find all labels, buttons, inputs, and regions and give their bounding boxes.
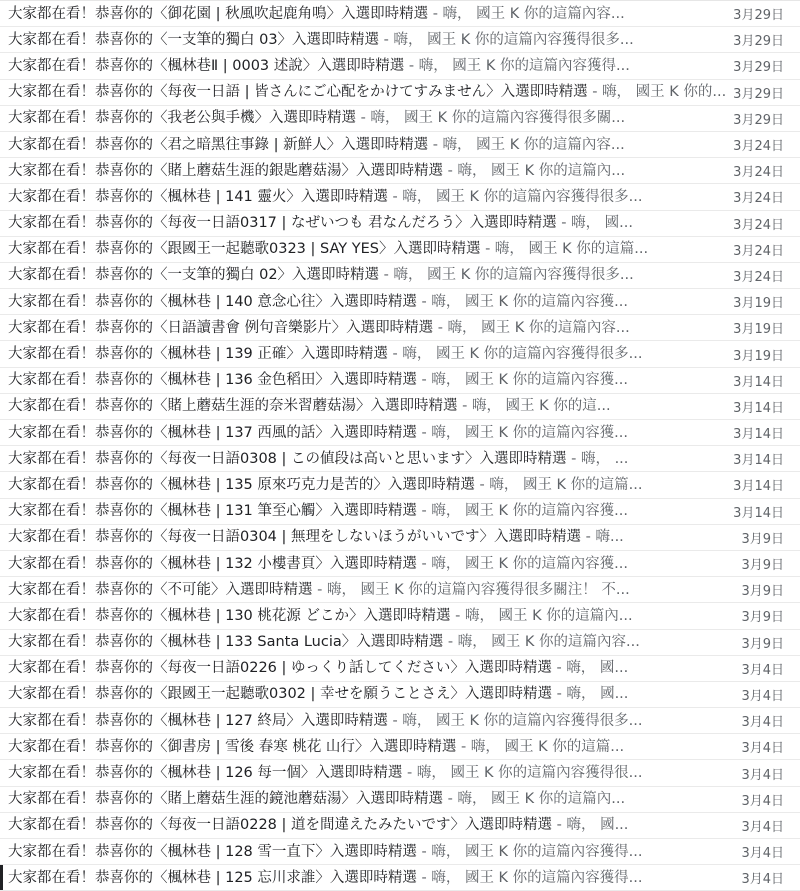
- mail-date: 3月19日: [733, 348, 784, 364]
- mail-line: [8, 812, 704, 838]
- mail-line: [8, 262, 704, 288]
- mail-separator: -: [428, 136, 443, 153]
- mail-line: [8, 1, 704, 27]
- mail-subject: 大家都在看！恭喜你的〈每夜一日語 | 皆さんにご心配をかけてすみません〉入選即時精選: [8, 84, 588, 101]
- mail-subject: 大家都在看！恭喜你的〈楓林巷 | 140 意念心往〉入選即時精選: [8, 293, 417, 310]
- mail-separator: -: [587, 84, 603, 101]
- mail-separator: -: [379, 31, 394, 48]
- mail-date: 3月4日: [741, 793, 784, 809]
- mail-subject: 大家都在看！恭喜你的〈日語讀書會 例句音樂影片〉入選即時精選: [8, 319, 434, 336]
- mail-separator: -: [474, 476, 490, 493]
- mail-subject: 大家都在看！恭喜你的〈每夜一日語0226 | ゆっくり話してください〉入選即時精選: [8, 660, 552, 677]
- mail-subject: 大家都在看！恭喜你的〈賭上蘑菇生涯的鏡池蘑菇湯〉入選即時精選: [8, 791, 443, 808]
- mail-date: 3月4日: [741, 662, 784, 678]
- mail-snippet: 嗨， 國...: [566, 686, 629, 703]
- mail-snippet: 嗨， 國王 K 你的這篇內容獲...: [431, 424, 629, 441]
- mail-subject: 大家都在看！恭喜你的〈楓林巷 | 125 忘川求誰〉入選即時精選: [8, 869, 417, 886]
- mail-line: [8, 341, 704, 367]
- mail-separator: -: [556, 215, 572, 232]
- mail-snippet: 嗨， 國王 K 你的這篇內...: [457, 791, 626, 808]
- mail-snippet: 嗨， 國...: [566, 817, 629, 834]
- mail-subject: 大家都在看！恭喜你的〈楓林巷 | 139 正確〉入選即時精選: [8, 346, 388, 363]
- mail-snippet: 嗨， 國...: [566, 660, 629, 677]
- mail-line: [8, 158, 704, 184]
- mail-date: 3月19日: [733, 296, 784, 312]
- mail-separator: -: [402, 765, 417, 782]
- mail-subject: 大家都在看！恭喜你的〈楓林巷 | 135 原來巧克力是苦的〉入選即時精選: [8, 476, 475, 493]
- mail-subject: 大家都在看！恭喜你的〈楓林巷 | 136 金色稻田〉入選即時精選: [8, 372, 417, 389]
- mail-line: [8, 105, 704, 131]
- mail-separator: -: [387, 188, 403, 205]
- mail-row[interactable]: [0, 603, 800, 629]
- mail-date: 3月24日: [733, 269, 784, 285]
- mail-separator: -: [404, 57, 419, 74]
- mail-separator: -: [428, 5, 443, 22]
- mail-subject: 大家都在看！恭喜你的〈御花園 | 秋風吹起鹿角鳴〉入選即時精選: [8, 5, 429, 22]
- mail-date: 3月14日: [733, 427, 784, 443]
- mail-row[interactable]: [0, 734, 800, 760]
- mail-subject: 大家都在看！恭喜你的〈楓林巷 | 141 靈火〉入選即時精選: [8, 188, 388, 205]
- mail-line: [8, 27, 704, 53]
- mail-subject: 大家都在看！恭喜你的〈每夜一日語0228 | 道を間違えたみたいです〉入選即時精選: [8, 817, 553, 834]
- mail-date: 3月19日: [733, 322, 784, 338]
- mail-row[interactable]: [0, 106, 800, 132]
- mail-line: [8, 236, 704, 262]
- mail-date: 3月4日: [741, 872, 784, 888]
- mail-row[interactable]: [0, 315, 800, 341]
- mail-separator: -: [416, 843, 432, 860]
- mail-row[interactable]: [0, 499, 800, 525]
- mail-line: [8, 865, 704, 891]
- mail-snippet: 嗨， 國王 K 你的這篇內容...: [457, 634, 640, 651]
- mail-subject: 大家都在看！恭喜你的〈楓林巷 | 127 終局〉入選即時精選: [8, 712, 388, 729]
- mail-row[interactable]: [0, 263, 800, 289]
- mail-snippet: 嗨， 國王 K 你的這篇內容...: [442, 5, 625, 22]
- mail-snippet: 嗨， 國王 K 你的這...: [471, 398, 611, 415]
- mail-line: [8, 760, 704, 786]
- mail-row[interactable]: [0, 289, 800, 315]
- mail-separator: -: [356, 110, 371, 127]
- mail-subject: 大家都在看！恭喜你的〈御書房 | 雪後 春寒 桃花 山行〉入選即時精選: [8, 738, 457, 755]
- mail-date: 3月14日: [733, 505, 784, 521]
- mail-date: 3月14日: [733, 374, 784, 390]
- mail-row[interactable]: [0, 813, 800, 839]
- mail-separator: -: [581, 529, 596, 546]
- mail-date: 3月9日: [741, 531, 784, 547]
- mail-subject: 大家都在看！恭喜你的〈賭上蘑菇生涯的奈米習蘑菇湯〉入選即時精選: [8, 398, 458, 415]
- mail-separator: -: [443, 791, 458, 808]
- mail-line: [8, 524, 704, 550]
- mail-snippet: 嗨， 國王 K 你的這篇內容獲得很多關...: [370, 110, 626, 127]
- mail-subject: 大家都在看！恭喜你的〈賭上蘑菇生涯的銀匙蘑菇湯〉入選即時精選: [8, 162, 443, 179]
- mail-snippet: 嗨， 國王 K 你的這篇內容獲...: [431, 293, 629, 310]
- mail-date: 3月24日: [733, 243, 784, 259]
- mail-date: 3月4日: [741, 767, 784, 783]
- mail-line: [8, 551, 704, 577]
- mail-date: 3月29日: [733, 86, 784, 102]
- mail-date: 3月4日: [741, 846, 784, 862]
- mail-snippet: 嗨， 國王 K 你的這篇內容...: [442, 136, 625, 153]
- mail-snippet: 嗨， 國王 K 你的這篇內容獲得很多...: [393, 267, 634, 284]
- mail-snippet: 嗨， 國王 K 你的這篇內容...: [447, 319, 630, 336]
- mail-line: [8, 708, 704, 734]
- mail-row[interactable]: [0, 368, 800, 394]
- mail-row[interactable]: [0, 211, 800, 237]
- mail-date: 3月4日: [741, 741, 784, 757]
- mail-separator: -: [552, 686, 567, 703]
- mail-date: 3月14日: [733, 453, 784, 469]
- mail-snippet: 嗨， 國王 K 你的這篇內容獲得很多...: [402, 188, 643, 205]
- mail-snippet: 嗨， 國王 K 你的這篇...: [494, 241, 649, 258]
- mail-snippet: 嗨， 國王 K 你的這篇內容獲得很多...: [402, 346, 643, 363]
- mail-line: [8, 184, 704, 210]
- mail-subject: 大家都在看！恭喜你的〈每夜一日語0308 | この値段は高いと思います〉入選即時精選: [8, 450, 567, 467]
- mail-subject: 大家都在看！恭喜你的〈每夜一日語0317 | なぜいつも 君なんだろう〉入選即時精選: [8, 215, 557, 232]
- mail-row[interactable]: [0, 341, 800, 367]
- mail-separator: -: [443, 634, 458, 651]
- mail-line: [8, 786, 704, 812]
- mail-date: 3月29日: [733, 34, 784, 50]
- mail-row[interactable]: [0, 132, 800, 158]
- mail-separator: -: [552, 817, 567, 834]
- mail-snippet: 嗨， 國王 K 你的這篇...: [489, 476, 643, 493]
- mail-separator: -: [443, 162, 458, 179]
- mail-subject: 大家都在看！恭喜你的〈一支筆的獨白 02〉入選即時精選: [8, 267, 380, 284]
- mail-date: 3月9日: [741, 558, 784, 574]
- mail-subject: 大家都在看！恭喜你的〈一支筆的獨白 03〉入選即時精選: [8, 31, 380, 48]
- mail-line: [8, 446, 704, 472]
- mail-line: [8, 839, 704, 865]
- mail-date: 3月14日: [733, 400, 784, 416]
- mail-line: [8, 629, 704, 655]
- mail-line: [8, 681, 704, 707]
- mail-date: 3月14日: [733, 479, 784, 495]
- mail-line: [8, 79, 727, 105]
- mail-separator: -: [480, 241, 495, 258]
- mail-date: 3月4日: [741, 819, 784, 835]
- mail-snippet: 嗨， 國王 K 你的這篇內...: [457, 162, 626, 179]
- mail-subject: 大家都在看！恭喜你的〈楓林巷 | 126 每一個〉入選即時精選: [8, 765, 403, 782]
- mail-snippet: 嗨...: [595, 529, 624, 546]
- mail-separator: -: [416, 503, 432, 520]
- mail-date: 3月4日: [741, 688, 784, 704]
- mail-row[interactable]: [0, 27, 800, 53]
- mail-row[interactable]: [0, 1, 800, 27]
- mail-snippet: 嗨， 國...: [571, 215, 634, 232]
- mail-row[interactable]: [0, 760, 800, 786]
- mail-line: [8, 132, 704, 158]
- mail-subject: 大家都在看！恭喜你的〈君之暗黑往事錄 | 新鮮人〉入選即時精選: [8, 136, 429, 153]
- mail-row[interactable]: [0, 158, 800, 184]
- mail-row[interactable]: [0, 394, 800, 420]
- mail-snippet: 嗨， 國王 K 你的這篇內容獲得很...: [416, 765, 643, 782]
- mail-subject: 大家都在看！恭喜你的〈楓林巷Ⅱ | 0003 述說〉入選即時精選: [8, 57, 405, 74]
- mail-line: [8, 420, 704, 446]
- mail-line: [8, 655, 704, 681]
- mail-date: 3月24日: [733, 191, 784, 207]
- mail-date: 3月29日: [733, 60, 784, 76]
- mail-line: [8, 289, 704, 315]
- mail-date: 3月29日: [733, 112, 784, 128]
- mail-separator: -: [457, 398, 472, 415]
- mail-row[interactable]: [0, 53, 800, 79]
- mail-row[interactable]: [0, 237, 800, 263]
- mail-snippet: 嗨， 國王 K 你的這篇內容獲得很多...: [393, 31, 634, 48]
- mail-row[interactable]: [0, 656, 800, 682]
- mail-date: 3月29日: [733, 8, 784, 24]
- mail-snippet: 嗨， 國王 K 你的這篇內容獲...: [431, 372, 629, 389]
- mail-line: [8, 210, 704, 236]
- mail-row[interactable]: [0, 682, 800, 708]
- mail-subject: 大家都在看！恭喜你的〈楓林巷 | 137 西風的話〉入選即時精選: [8, 424, 417, 441]
- mail-separator: -: [450, 607, 465, 624]
- mail-row[interactable]: [0, 420, 800, 446]
- mail-date: 3月24日: [733, 139, 784, 155]
- mail-line: [8, 472, 704, 498]
- mail-separator: -: [456, 738, 471, 755]
- mail-date: 3月9日: [741, 636, 784, 652]
- mail-date: 3月4日: [741, 715, 784, 731]
- mail-snippet: 嗨， 國王 K 你的這篇內容獲得很多...: [402, 712, 643, 729]
- mail-row[interactable]: [0, 865, 800, 891]
- mail-row[interactable]: [0, 446, 800, 472]
- mail-line: [8, 734, 704, 760]
- mail-row[interactable]: [0, 708, 800, 734]
- mail-subject: 大家都在看！恭喜你的〈楓林巷 | 128 雪一直下〉入選即時精選: [8, 843, 417, 860]
- mail-separator: -: [379, 267, 394, 284]
- mail-date: 3月9日: [741, 610, 784, 626]
- mail-date: 3月24日: [733, 165, 784, 181]
- mail-snippet: 嗨， 國王 K 你的這篇內容獲得...: [431, 869, 643, 886]
- mail-separator: -: [416, 869, 432, 886]
- mail-subject: 大家都在看！恭喜你的〈楓林巷 | 131 筆至心觸〉入選即時精選: [8, 503, 417, 520]
- mail-separator: -: [416, 555, 432, 572]
- mail-subject: 大家都在看！恭喜你的〈楓林巷 | 133 Santa Lucia〉入選即時精選: [8, 634, 444, 651]
- mail-separator: -: [416, 372, 432, 389]
- mail-subject: 大家都在看！恭喜你的〈跟國王一起聽歌0323 | SAY YES〉入選即時精選: [8, 241, 481, 258]
- mail-date: 3月9日: [741, 584, 784, 600]
- mail-date: 3月24日: [733, 217, 784, 233]
- mail-line: [8, 393, 704, 419]
- mail-row[interactable]: [0, 630, 800, 656]
- mail-line: [8, 367, 704, 393]
- mail-subject: 大家都在看！恭喜你的〈跟國王一起聽歌0302 | 幸せを願うことさえ〉入選即時精選: [8, 686, 553, 703]
- mail-snippet: 嗨， 國王 K 你的這篇內容獲...: [431, 555, 629, 572]
- mail-snippet: 嗨， ...: [580, 450, 629, 467]
- mail-snippet: 嗨， 國王 K 你的這篇內容獲得很多關注！ 不...: [326, 581, 630, 598]
- mail-subject: 大家都在看！恭喜你的〈每夜一日語0304 | 無理をしないほうがいいです〉入選即時精選: [8, 529, 582, 546]
- mail-subject: 大家都在看！恭喜你的〈楓林巷 | 132 小樓書頁〉入選即時精選: [8, 555, 417, 572]
- mail-snippet: 嗨， 國王 K 你的這篇內...: [464, 607, 633, 624]
- mail-row[interactable]: [0, 787, 800, 813]
- mail-row[interactable]: [0, 839, 800, 865]
- mail-separator: -: [387, 712, 403, 729]
- mail-line: [8, 498, 704, 524]
- mail-separator: -: [566, 450, 581, 467]
- mail-subject: 大家都在看！恭喜你的〈不可能〉入選即時精選: [8, 581, 313, 598]
- mail-separator: -: [416, 293, 432, 310]
- mail-subject: 大家都在看！恭喜你的〈楓林巷 | 130 桃花源 どこか〉入選即時精選: [8, 607, 451, 624]
- mail-row[interactable]: [0, 525, 800, 551]
- mail-line: [8, 315, 704, 341]
- mail-line: [8, 577, 704, 603]
- mail-line: [8, 603, 704, 629]
- mail-snippet: 嗨， 國王 K 你的這篇內容獲得...: [418, 57, 630, 74]
- mail-separator: -: [387, 346, 403, 363]
- mail-row[interactable]: [0, 184, 800, 210]
- mail-row[interactable]: [0, 80, 800, 106]
- mail-line: [8, 53, 704, 79]
- mail-snippet: 嗨， 國王 K 你的這篇內容獲得...: [431, 843, 643, 860]
- mail-separator: -: [416, 424, 432, 441]
- mail-snippet: 嗨， 國王 K 你的...: [602, 84, 727, 101]
- mail-separator: -: [312, 581, 327, 598]
- mail-separator: -: [551, 660, 567, 677]
- mail-row[interactable]: [0, 472, 800, 498]
- mail-snippet: 嗨， 國王 K 你的這篇內容獲...: [431, 503, 629, 520]
- mail-separator: -: [433, 319, 448, 336]
- mail-row[interactable]: [0, 551, 800, 577]
- mail-subject: 大家都在看！恭喜你的〈我老公與手機〉入選即時精選: [8, 110, 356, 127]
- mail-row[interactable]: [0, 577, 800, 603]
- mail-snippet: 嗨， 國王 K 你的這篇...: [470, 738, 625, 755]
